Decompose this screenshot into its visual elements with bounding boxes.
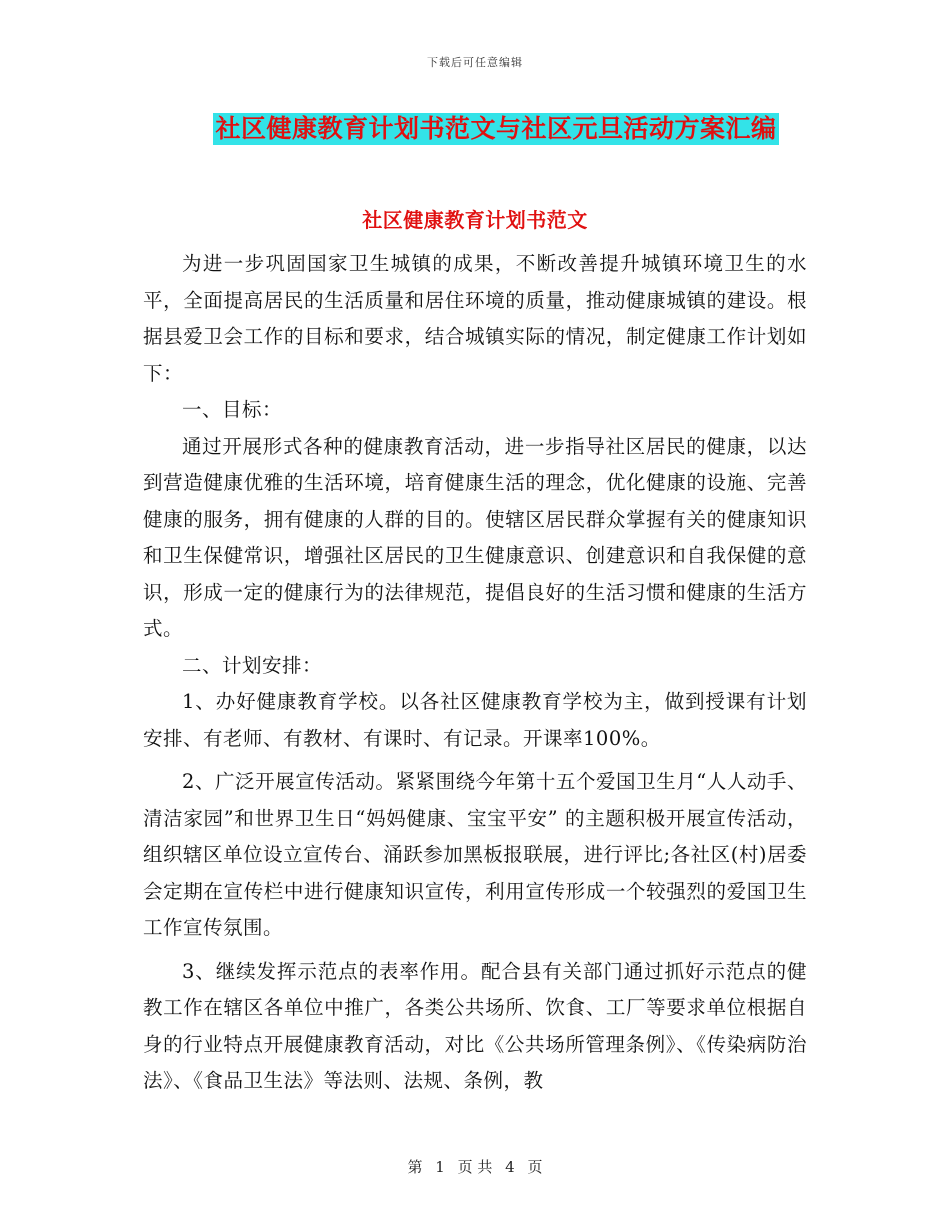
footer-total-pages: 4 xyxy=(505,1158,515,1176)
header-note: 下载后可任意编辑 xyxy=(427,56,523,69)
footer-middle: 页 共 xyxy=(457,1158,493,1176)
paragraph-plan-item-3: 3、继续发挥示范点的表率作用。配合县有关部门通过抓好示范点的健教工作在辖区各单位中推广，各类公共场所、饮食、工厂等要求单位根据自身的行业特点开展健康教育活动，对比《公共场所管理条例》、《传染病防治法》、《食品卫生法》等法则、法规、条例，教 xyxy=(143,959,807,1092)
document-body xyxy=(143,246,807,1100)
page-footer xyxy=(0,1156,950,1177)
paragraph-plan-item-2: 2、广泛开展宣传活动。紧紧围绕今年第十五个爱国卫生月“人人动手、清洁家园”和世界卫生日“妈妈健康、宝宝平安” 的主题积极开展宣传活动，组织辖区单位设立宣传台、涌跃参加黑板报联展，进行评比;各社区(村)居委会定期在宣传栏中进行健康知识宣传，利用宣传形成一个较强烈的爱国卫生工作宣传氛围。 xyxy=(143,770,807,939)
footer-suffix: 页 xyxy=(527,1158,543,1176)
paragraph-intro: 为进一步巩固国家卫生城镇的成果，不断改善提升城镇环境卫生的水平，全面提高居民的生活质量和居住环境的质量，推动健康城镇的建设。根据县爱卫会工作的目标和要求，结合城镇实际的情况，制定健康工作计划如下： xyxy=(143,252,807,385)
paragraph-goals: 通过开展形式各种的健康教育活动，进一步指导社区居民的健康，以达到营造健康优雅的生活环境，培育健康生活的理念，优化健康的设施、完善健康的服务，拥有健康的人群的目的。使辖区居民群众掌握有关的健康知识和卫生保健常识，增强社区居民的卫生健康意识、创建意识和自我保健的意识，形成一定的健康行为的法律规范，提倡良好的生活习惯和健康的生活方式。 xyxy=(143,434,807,640)
main-title-wrap xyxy=(0,113,950,145)
section-heading-goals: 一、目标： xyxy=(182,398,283,421)
main-title: 社区健康教育计划书范文与社区元旦活动方案汇编 xyxy=(215,114,777,143)
footer-prefix: 第 xyxy=(407,1158,423,1176)
section-heading-plan: 二、计划安排： xyxy=(182,653,323,677)
sub-title: 社区健康教育计划书范文 xyxy=(362,208,588,232)
footer-page-number: 1 xyxy=(435,1158,445,1176)
paragraph-plan-item-1: 1、办好健康教育学校。以各社区健康教育学校为主，做到授课有计划安排、有老师、有教材、有课时、有记录。开课率100%。 xyxy=(143,690,807,750)
